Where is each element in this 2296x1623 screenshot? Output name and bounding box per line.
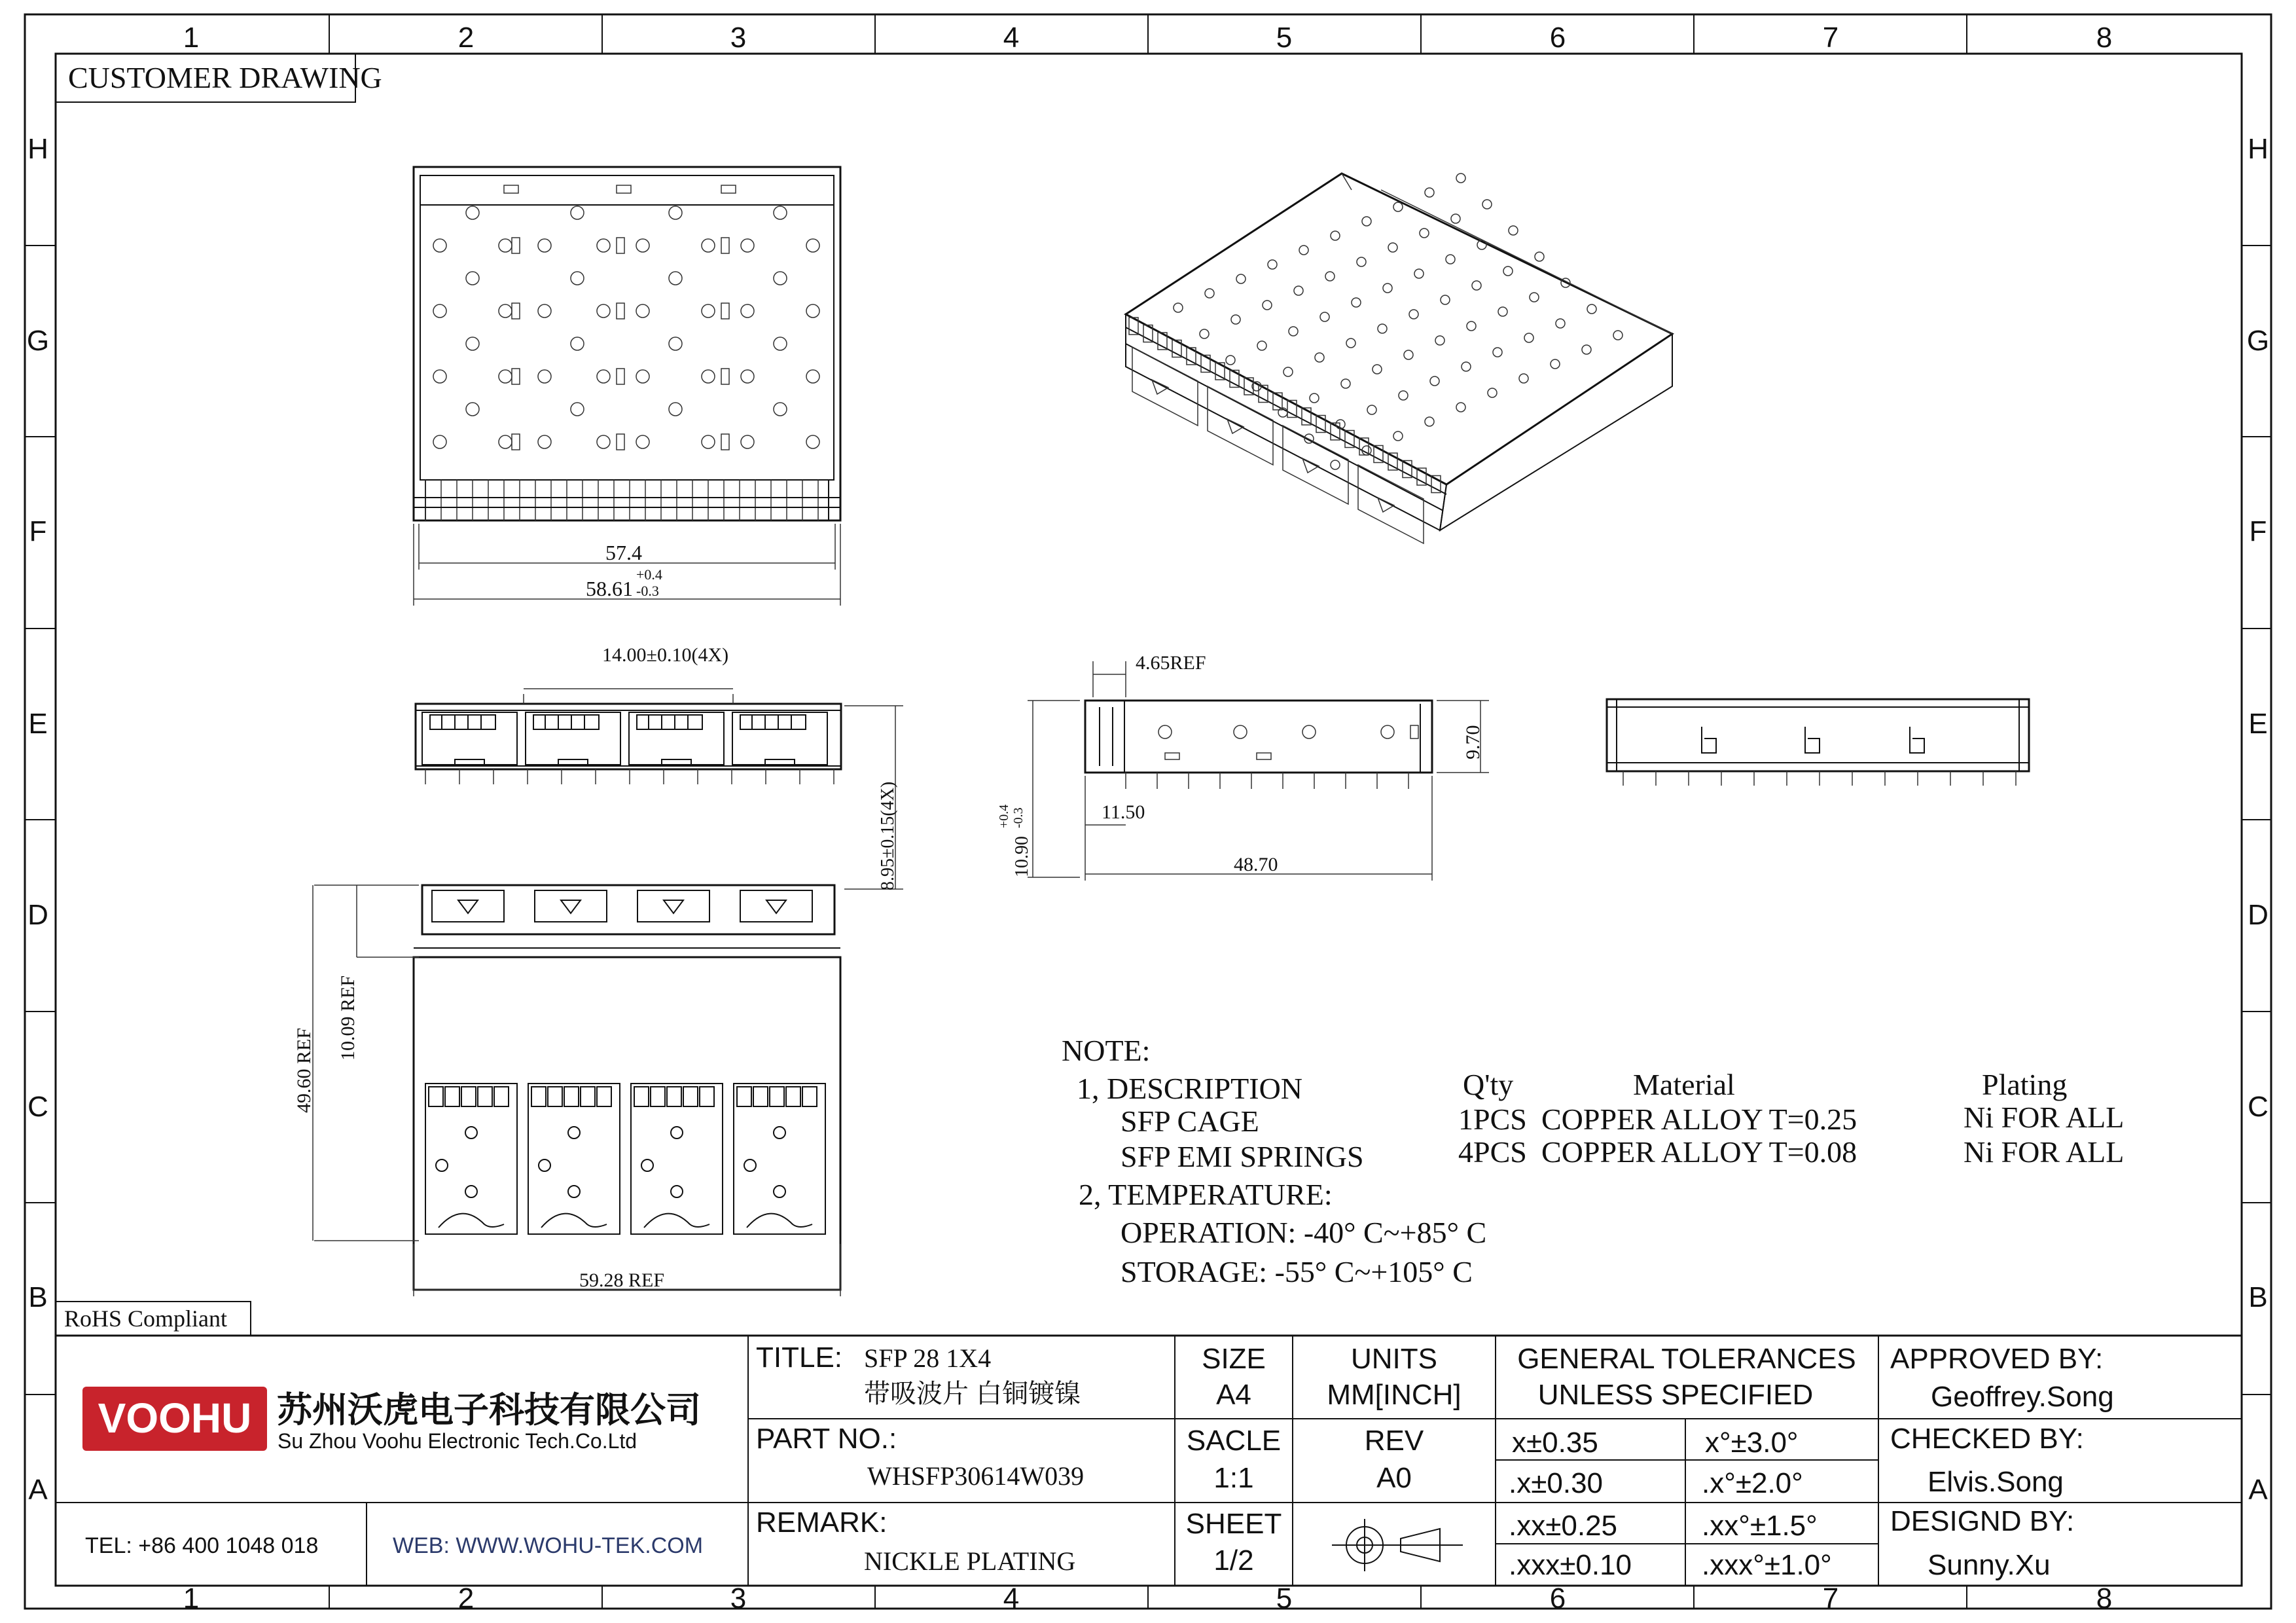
col-label: 1 bbox=[183, 1582, 200, 1614]
tol-angular: .xxx°±1.0° bbox=[1702, 1549, 1832, 1581]
tol-linear: .xxx±0.10 bbox=[1509, 1549, 1632, 1581]
tol-heading1: GENERAL TOLERANCES bbox=[1517, 1343, 1856, 1375]
bottom-view bbox=[293, 885, 840, 1296]
size-value: A4 bbox=[1216, 1379, 1251, 1411]
projection-symbol bbox=[1332, 1519, 1463, 1571]
dim-side-total-tol-minus: -0.3 bbox=[1011, 807, 1026, 828]
sheet-value: 1/2 bbox=[1213, 1544, 1254, 1577]
side-view bbox=[997, 652, 1489, 881]
col-label: 7 bbox=[1822, 22, 1839, 54]
dim-58-61-tol-minus: -0.3 bbox=[636, 583, 659, 599]
part-label: PART NO.: bbox=[756, 1423, 897, 1455]
note-row-plating: Ni FOR ALL bbox=[1964, 1101, 2125, 1134]
col-label: 6 bbox=[1549, 1582, 1566, 1614]
front-view bbox=[416, 644, 903, 890]
checked-value: Elvis.Song bbox=[1928, 1466, 2064, 1498]
approved-value: Geoffrey.Song bbox=[1931, 1381, 2114, 1413]
company-cn: 苏州沃虎电子科技有限公司 bbox=[277, 1391, 701, 1430]
scale-value: 1:1 bbox=[1213, 1462, 1254, 1494]
col-label: 4 bbox=[1003, 1582, 1020, 1614]
scale-label: SACLE bbox=[1186, 1425, 1282, 1457]
note-col-material: Material bbox=[1633, 1068, 1735, 1101]
designed-label: DESIGND BY: bbox=[1890, 1505, 2075, 1537]
rohs-label: RoHS Compliant bbox=[64, 1305, 228, 1332]
dim-side-length: 48.70 bbox=[1234, 854, 1278, 875]
note-operation: OPERATION: -40° C~+85° C bbox=[1121, 1216, 1487, 1249]
title-value2: 带吸波片 白铜镀镍 bbox=[864, 1379, 1081, 1408]
row-label: G bbox=[26, 325, 50, 357]
dim-57-4: 57.4 bbox=[605, 541, 642, 564]
rev-value: A0 bbox=[1376, 1462, 1412, 1494]
designed-value: Sunny.Xu bbox=[1928, 1549, 2051, 1581]
dim-side-ref: 4.65REF bbox=[1136, 652, 1206, 674]
title-block bbox=[56, 1336, 2242, 1586]
note-row-material: COPPER ALLOY T=0.25 bbox=[1541, 1103, 1857, 1136]
note-col-plating: Plating bbox=[1982, 1068, 2068, 1101]
row-label: B bbox=[2248, 1281, 2268, 1313]
tol-angular: .x°±2.0° bbox=[1702, 1467, 1803, 1499]
col-label: 3 bbox=[730, 1582, 747, 1614]
dim-port-height: 8.95±0.15(4X) bbox=[878, 781, 898, 890]
rev-label: REV bbox=[1364, 1425, 1424, 1457]
title-value: SFP 28 1X4 bbox=[864, 1343, 992, 1373]
row-label: H bbox=[2248, 133, 2269, 165]
row-label: C bbox=[2248, 1091, 2269, 1123]
row-label: D bbox=[2248, 899, 2269, 931]
tol-linear: .xx±0.25 bbox=[1509, 1510, 1618, 1542]
customer-drawing-label: CUSTOMER DRAWING bbox=[68, 61, 382, 94]
sheet-label: SHEET bbox=[1185, 1508, 1282, 1540]
row-label: E bbox=[28, 708, 48, 740]
dim-side-total: 10.90 bbox=[1012, 836, 1032, 877]
note-row-qty: 4PCS bbox=[1458, 1135, 1527, 1169]
remark-value: NICKLE PLATING bbox=[864, 1546, 1076, 1576]
row-label: A bbox=[2248, 1474, 2268, 1506]
tol-angular: .xx°±1.5° bbox=[1702, 1510, 1818, 1542]
part-value: WHSFP30614W039 bbox=[867, 1461, 1085, 1491]
dim-58-61-tol-plus: +0.4 bbox=[636, 566, 662, 583]
title-label: TITLE: bbox=[756, 1341, 843, 1374]
dim-bottom-width: 59.28 REF bbox=[579, 1269, 665, 1291]
tel: TEL: +86 400 1048 018 bbox=[85, 1533, 319, 1558]
web: WEB: WWW.WOHU-TEK.COM bbox=[393, 1533, 704, 1558]
dim-side-offset: 11.50 bbox=[1102, 801, 1145, 823]
top-view bbox=[414, 167, 840, 520]
col-label: 6 bbox=[1549, 22, 1566, 54]
remark-label: REMARK: bbox=[756, 1506, 888, 1539]
tol-linear: .x±0.30 bbox=[1509, 1467, 1604, 1499]
row-label: E bbox=[2248, 708, 2268, 740]
note-heading: NOTE: bbox=[1062, 1034, 1151, 1067]
col-label: 3 bbox=[730, 22, 747, 54]
dim-58-61: 58.61 bbox=[586, 577, 633, 600]
row-label: F bbox=[2249, 515, 2267, 547]
units-value: MM[INCH] bbox=[1327, 1379, 1462, 1411]
note-col-qty: Q'ty bbox=[1463, 1068, 1514, 1101]
col-label: 5 bbox=[1276, 22, 1293, 54]
logo-text: VOOHU bbox=[98, 1395, 252, 1442]
col-label: 7 bbox=[1822, 1582, 1839, 1614]
top-view-dimensions bbox=[414, 524, 840, 606]
note-storage: STORAGE: -55° C~+105° C bbox=[1121, 1255, 1473, 1288]
note-item1: 1, DESCRIPTION bbox=[1077, 1072, 1303, 1105]
note-row-material: COPPER ALLOY T=0.08 bbox=[1541, 1135, 1857, 1169]
dim-side-height: 9.70 bbox=[1462, 725, 1484, 759]
checked-label: CHECKED BY: bbox=[1890, 1423, 2084, 1455]
col-label: 8 bbox=[2096, 22, 2113, 54]
row-label: D bbox=[27, 899, 48, 931]
col-label: 1 bbox=[183, 22, 200, 54]
row-label: G bbox=[2246, 325, 2270, 357]
tol-linear: x±0.35 bbox=[1512, 1427, 1598, 1459]
tol-angular: x°±3.0° bbox=[1705, 1427, 1799, 1459]
col-label: 8 bbox=[2096, 1582, 2113, 1614]
notes bbox=[1062, 1034, 2124, 1288]
col-label: 5 bbox=[1276, 1582, 1293, 1614]
row-label: F bbox=[29, 515, 47, 547]
note-row-qty: 1PCS bbox=[1458, 1103, 1527, 1136]
row-label: A bbox=[28, 1474, 48, 1506]
col-label: 4 bbox=[1003, 22, 1020, 54]
col-label: 2 bbox=[457, 22, 475, 54]
units-label: UNITS bbox=[1351, 1343, 1437, 1375]
note-row-name: SFP CAGE bbox=[1121, 1104, 1259, 1138]
isometric-view bbox=[1126, 173, 1672, 543]
approved-label: APPROVED BY: bbox=[1890, 1343, 2104, 1375]
note-row-plating: Ni FOR ALL bbox=[1964, 1135, 2125, 1169]
dim-pitch: 14.00±0.10(4X) bbox=[602, 644, 729, 666]
col-label: 2 bbox=[457, 1582, 475, 1614]
tol-heading2: UNLESS SPECIFIED bbox=[1537, 1379, 1814, 1411]
dim-side-total-tol-plus: +0.4 bbox=[997, 804, 1011, 828]
dim-bottom-ref: 10.09 REF bbox=[337, 975, 359, 1061]
company-en: Su Zhou Voohu Electronic Tech.Co.Ltd bbox=[278, 1429, 637, 1453]
note-row-name: SFP EMI SPRINGS bbox=[1121, 1140, 1364, 1173]
row-label: B bbox=[28, 1281, 48, 1313]
row-label: C bbox=[27, 1091, 48, 1123]
note-item2: 2, TEMPERATURE: bbox=[1079, 1178, 1333, 1211]
dim-bottom-total: 49.60 REF bbox=[293, 1027, 315, 1113]
row-label: H bbox=[27, 133, 48, 165]
size-label: SIZE bbox=[1202, 1343, 1266, 1375]
rear-view bbox=[1607, 699, 2029, 786]
